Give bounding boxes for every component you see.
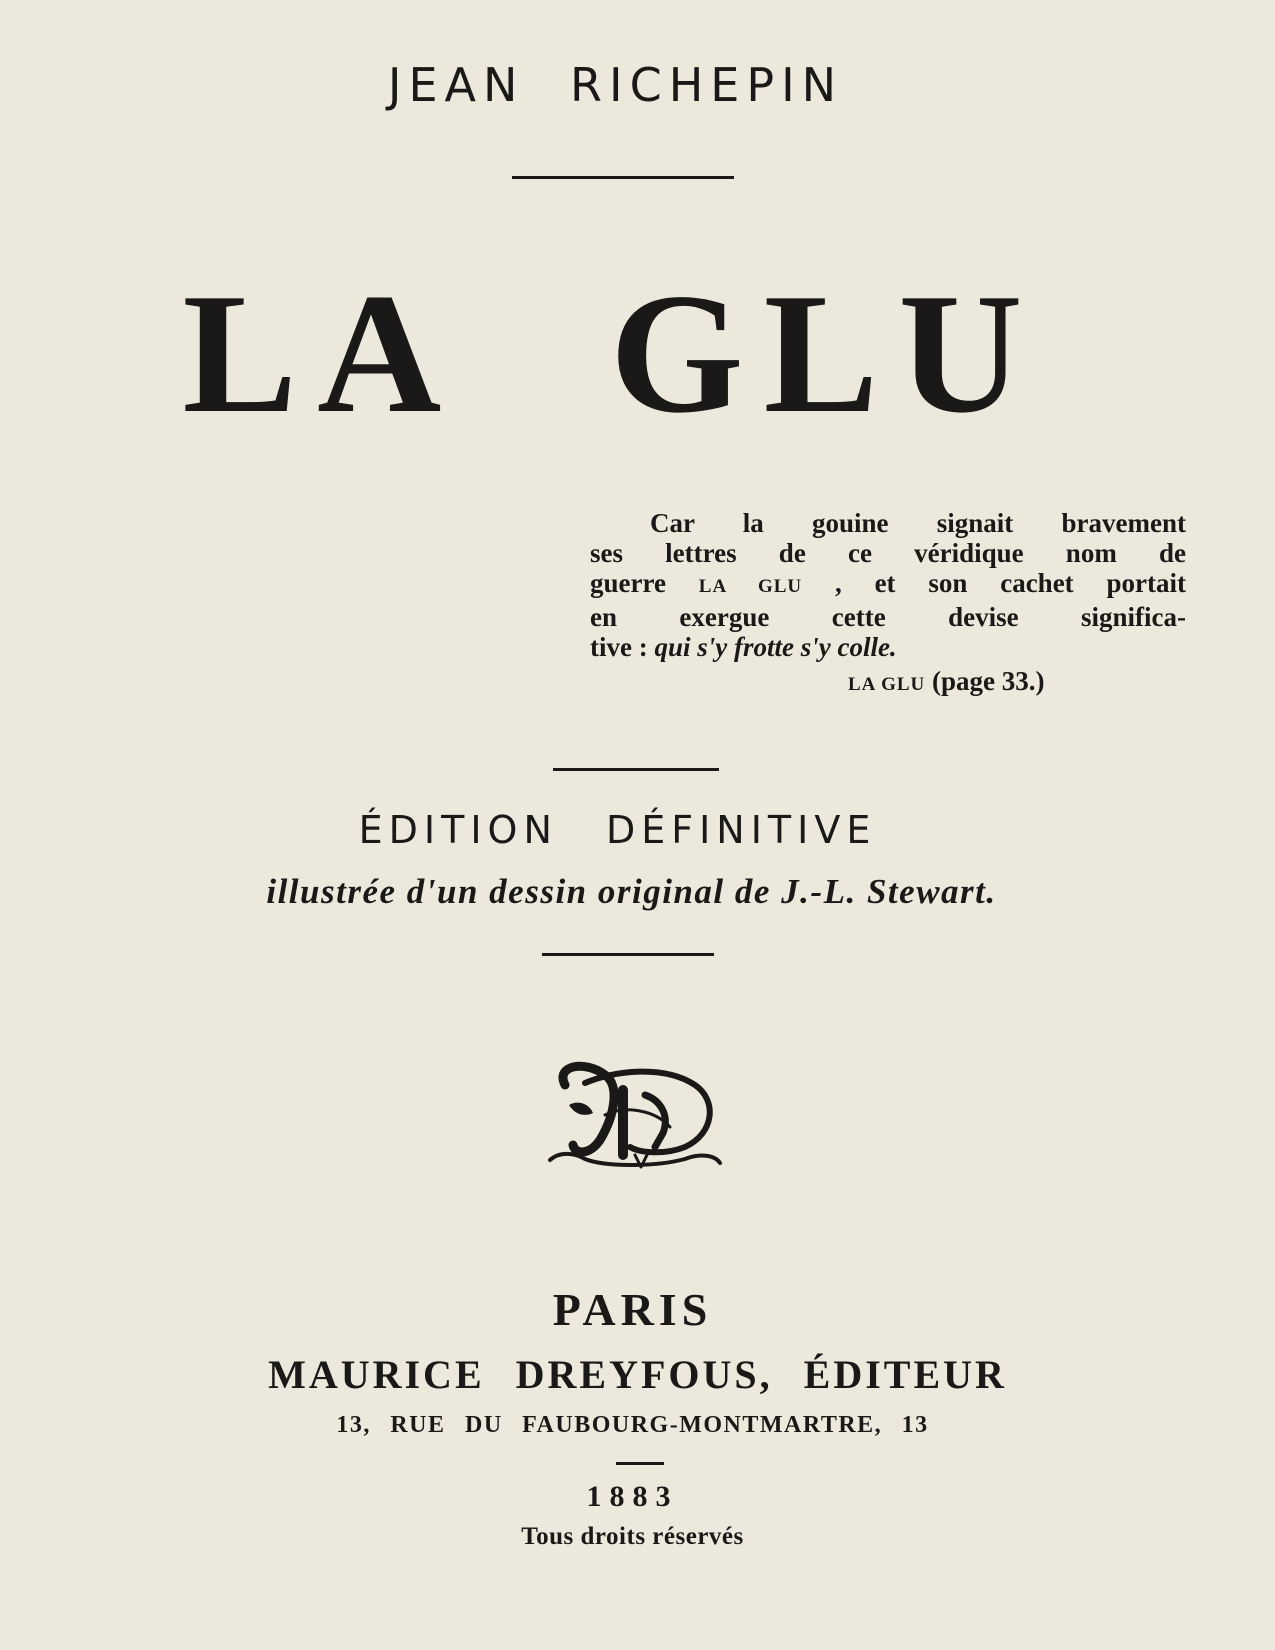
imprint-address: 13, RUE DU FAUBOURG-MONTMARTRE, 13 [336,1412,929,1438]
illustration-credit: illustrée d'un dessin original de J.-L. Stewart. [266,872,997,911]
imprint-publisher: MAURICE DREYFOUS, ÉDITEUR [268,1352,1007,1397]
epigraph-line-3: guerre LA GLU , et son cachet portait [590,568,1186,598]
epigraph-line-1: Car la gouine signait bravement [650,508,1186,538]
epigraph-source: LA GLU (page 33.) [848,666,1045,696]
epigraph-line-4: en exergue cette devise significa- [590,602,1186,632]
imprint-year: 1883 [586,1480,679,1513]
imprint-city: PARIS [552,1284,713,1335]
md-monogram-icon [545,1055,725,1170]
rule-imprint [616,1462,664,1465]
imprint-rights: Tous droits réservés [521,1523,744,1550]
epigraph-line-2: ses lettres de ce véridique nom de [590,538,1186,568]
epigraph-line-5: tive : qui s'y frotte s'y colle. [590,632,897,662]
edition-label: ÉDITION DÉFINITIVE [358,808,877,852]
rule-top [512,176,734,179]
author-name: JEAN RICHEPIN [387,58,844,112]
rule-middle [553,768,719,771]
book-title: LA GLU [182,259,1043,449]
rule-lower [542,953,714,956]
epigraph [590,508,1186,662]
